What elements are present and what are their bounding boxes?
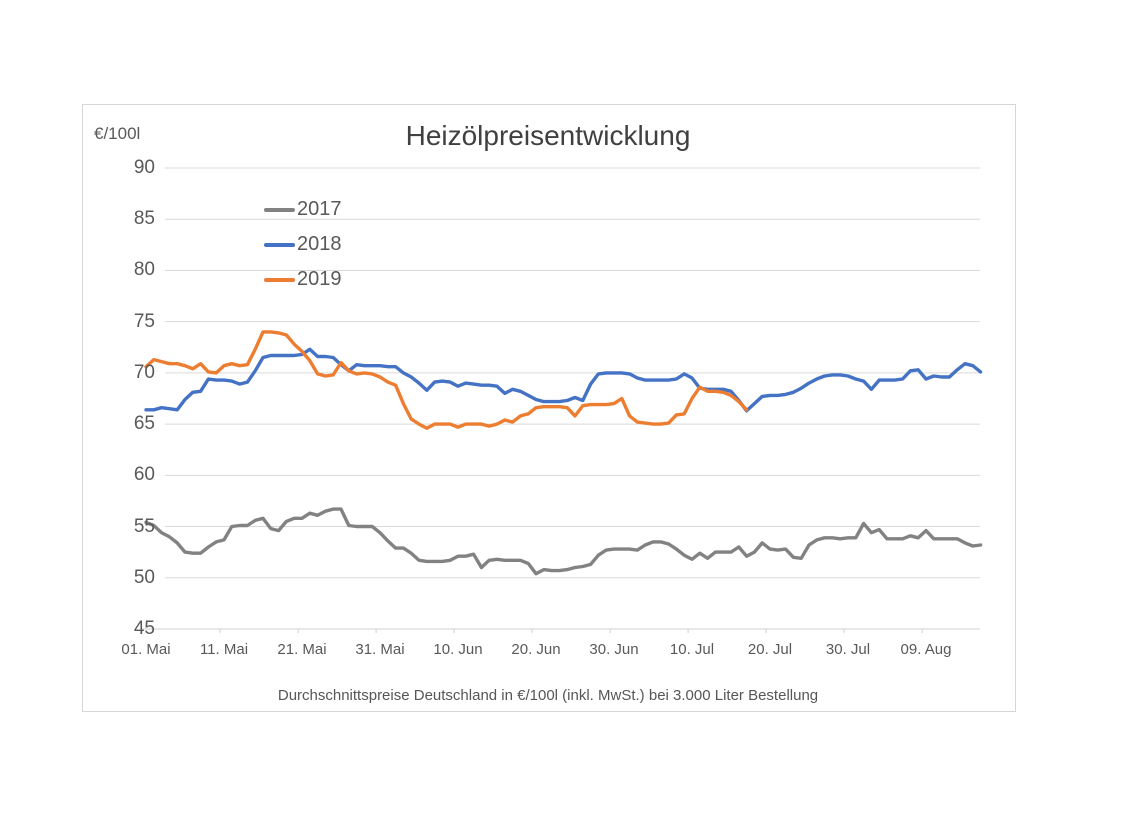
x-tick-11-Mai: 11. Mai — [199, 641, 249, 658]
series-lines — [146, 332, 981, 574]
legend-item-2017 — [264, 197, 342, 222]
y-tick-90: 90 — [133, 157, 155, 178]
legend-swatch-2018 — [264, 243, 295, 247]
x-tick-10-Jun: 10. Jun — [433, 641, 483, 658]
chart-title: Heizölpreisentwicklung — [405, 120, 691, 151]
y-tick-45: 45 — [133, 617, 155, 639]
x-tick-20-Jul: 20. Jul — [747, 641, 793, 658]
legend-label-2017: 2017 — [297, 198, 342, 220]
legend-item-2019 — [264, 267, 342, 292]
y-axis-unit-label: €/100l — [94, 124, 141, 143]
y-tick-65: 65 — [133, 413, 155, 435]
y-tick-50: 50 — [133, 566, 155, 588]
line-2017 — [146, 509, 981, 574]
x-tick-10-Jul: 10. Jul — [669, 641, 715, 658]
y-tick-70: 70 — [133, 361, 155, 383]
legend — [264, 197, 342, 302]
y-tick-80: 80 — [133, 259, 155, 281]
y-tick-60: 60 — [133, 464, 155, 486]
x-tick-30-Jun: 30. Jun — [589, 641, 639, 658]
legend-label-2018: 2018 — [297, 233, 342, 255]
x-tick-30-Jul: 30. Jul — [825, 641, 871, 658]
x-tick-20-Jun: 20. Jun — [511, 641, 561, 658]
x-tick-21-Mai: 21. Mai — [277, 641, 327, 658]
y-tick-55: 55 — [133, 515, 155, 537]
y-tick-85: 85 — [133, 208, 155, 230]
x-axis — [142, 629, 980, 633]
legend-label-2019: 2019 — [297, 268, 342, 290]
chart-caption: Durchschnittspreise Deutschland in €/100l (inkl. MwSt.) bei 3.000 Liter Bestellung — [277, 687, 819, 704]
y-tick-75: 75 — [133, 310, 155, 332]
legend-swatch-2019 — [264, 278, 295, 282]
legend-item-2018 — [264, 232, 342, 257]
x-tick-31-Mai: 31. Mai — [355, 641, 405, 658]
x-tick-09-Aug: 09. Aug — [900, 641, 952, 658]
line-2018 — [146, 349, 981, 411]
x-tick-01-Mai: 01. Mai — [121, 641, 171, 658]
legend-swatch-2017 — [264, 208, 295, 212]
